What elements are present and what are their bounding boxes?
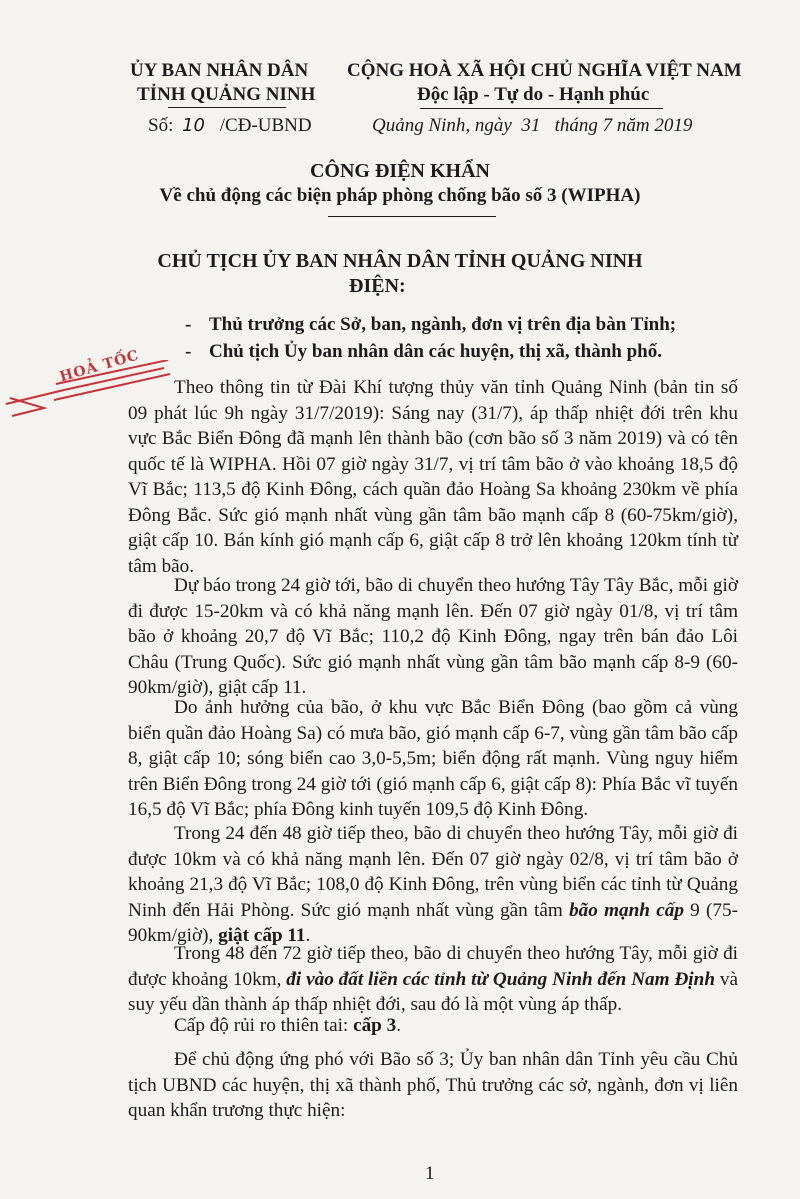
document-subject: Về chủ động các biện pháp phòng chống bão số 3 (WIPHA)	[159, 185, 641, 206]
paragraph-text: Cấp độ rủi ro thiên tai:	[174, 1015, 354, 1036]
document-type-title: CÔNG ĐIỆN KHẨN	[309, 160, 490, 182]
paragraph-text: Trong 48 đến 72 giờ tiếp theo, bão di chuyển theo hướng Tây, mỗi giờ đi được khoảng 10km,	[128, 943, 738, 990]
national-title: CỘNG HOÀ XÃ HỘI CHỦ NGHĨA VIỆT NAM	[347, 60, 742, 81]
body-paragraph	[128, 1047, 738, 1124]
sender-action: ĐIỆN:	[349, 275, 406, 297]
recipient-text: Thủ trưởng các Sở, ban, ngành, đơn vị trên địa bàn Tỉnh;	[209, 314, 677, 335]
paragraph-text: Dự báo trong 24 giờ tới, bão di chuyển theo hướng Tây Tây Bắc, mỗi giờ đi được 15-20km và có khả năng mạnh lên. Đến 07 giờ ngày 01/8, vị trí tâm bão ở khoảng 20,7 độ Vĩ Bắc; 110,2 độ Kinh Đông, ngay trên bán đảo Lôi Châu (Trung Quốc). Sức gió mạnh nhất vùng gần tâm bão mạnh cấp 8-9 (60-90km/giờ), giật cấp 11.	[128, 575, 738, 698]
document-date: Quảng Ninh, ngày 31 tháng 7 năm 2019	[372, 115, 693, 136]
document-number	[148, 115, 312, 137]
emphasis-text: bão mạnh cấp	[569, 899, 684, 921]
doc-number-prefix: Số:	[148, 115, 174, 136]
paragraph-text: Trong 24 đến 48 giờ tiếp theo, bão di chuyển theo hướng Tây, mỗi giờ đi được 10km và có khả năng mạnh lên. Đến 07 giờ ngày 02/8, vị trí tâm bão ở khoảng 21,3 độ Vĩ Bắc; 108,0 độ Kinh Đông, trên vùng biển các tỉnh từ Quảng Ninh đến Hải Phòng. Sức gió mạnh nhất vùng gần tâm	[128, 823, 738, 921]
motto-underline	[420, 108, 663, 109]
national-motto: Độc lập - Tự do - Hạnh phúc	[417, 84, 650, 105]
body-paragraph	[128, 375, 738, 579]
body-paragraph	[128, 695, 738, 823]
title-underline	[328, 216, 496, 217]
paragraph-text: Do ảnh hưởng của bão, ở khu vực Bắc Biển Đông (bao gồm cả vùng biển quần đảo Hoàng Sa) có mưa bão, gió mạnh cấp 6-7, vùng gần tâm bão cấp 8, giật cấp 10; sóng biển cao 3,0-5,5m; biển động rất mạnh. Vùng nguy hiểm trên Biển Đông trong 24 giờ tới (gió mạnh cấp 6, giật cấp 8): Phía Bắc vĩ tuyến 16,5 độ Vĩ Bắc; phía Đông kinh tuyến 109,5 độ Kinh Đông.	[128, 697, 738, 820]
issuing-org-line2: TỈNH QUẢNG NINH	[137, 84, 316, 105]
page-number: 1	[425, 1163, 435, 1184]
paragraph-text: và suy yếu dần thành áp thấp nhiệt đới, sau đó là một vùng áp thấp.	[128, 968, 738, 1015]
body-paragraph	[128, 573, 738, 701]
bullet-dash: -	[185, 314, 192, 335]
body-paragraph	[128, 1013, 738, 1039]
doc-number-suffix: /CĐ-UBND	[219, 115, 312, 136]
emphasis-text: đi vào đất liền các tỉnh từ Quảng Ninh đến Nam Định	[286, 968, 715, 990]
body-paragraph	[128, 941, 738, 1018]
paragraph-text: Để chủ động ứng phó với Bão số 3; Ủy ban nhân dân Tỉnh yêu cầu Chủ tịch UBND các huyện, thị xã thành phố, Thủ trưởng các sở, ngành, đơn vị liên quan khẩn trương thực hiện:	[128, 1049, 738, 1121]
issuing-org-line1: ỦY BAN NHÂN DÂN	[130, 60, 309, 81]
bullet-dash: -	[185, 341, 192, 362]
org-underline	[168, 107, 286, 108]
doc-number-handwritten: 10	[182, 115, 206, 136]
recipient-item	[185, 341, 662, 363]
recipient-item	[185, 314, 676, 336]
body-paragraph	[128, 821, 738, 949]
paragraph-text: 9 (75-90km/giờ),	[128, 899, 738, 946]
emphasis-text: giật cấp 11	[218, 925, 306, 946]
urgent-stamp-text: HOẢ TỐC	[58, 347, 142, 386]
paragraph-text: .	[305, 925, 311, 946]
recipient-text: Chủ tịch Ủy ban nhân dân các huyện, thị xã, thành phố.	[209, 341, 662, 362]
paragraph-text: Theo thông tin từ Đài Khí tượng thủy văn tỉnh Quảng Ninh (bản tin số 09 phát lúc 9h ngày 31/7/2019): Sáng nay (31/7), áp thấp nhiệt đới trên khu vực Bắc Biển Đông đã mạnh lên thành bão (cơn bão số 3 năm 2019) và có tên quốc tế là WIPHA. Hồi 07 giờ ngày 31/7, vị trí tâm bão ở vào khoảng 18,5 độ Vĩ Bắc; 113,5 độ Kinh Đông, cách quần đảo Hoàng Sa khoảng 230km về phía Đông Bắc. Sức gió mạnh nhất vùng gần tâm bão mạnh cấp 8 (60-75km/giờ), giật cấp 10. Bán kính gió mạnh cấp 6, giật cấp 8 trở lên khoảng 120km tính từ tâm bão.	[128, 377, 738, 577]
sender-title: CHỦ TỊCH ỦY BAN NHÂN DÂN TỈNH QUẢNG NINH	[157, 250, 643, 272]
paragraph-text: .	[396, 1015, 402, 1036]
emphasis-text: cấp 3	[353, 1015, 397, 1036]
